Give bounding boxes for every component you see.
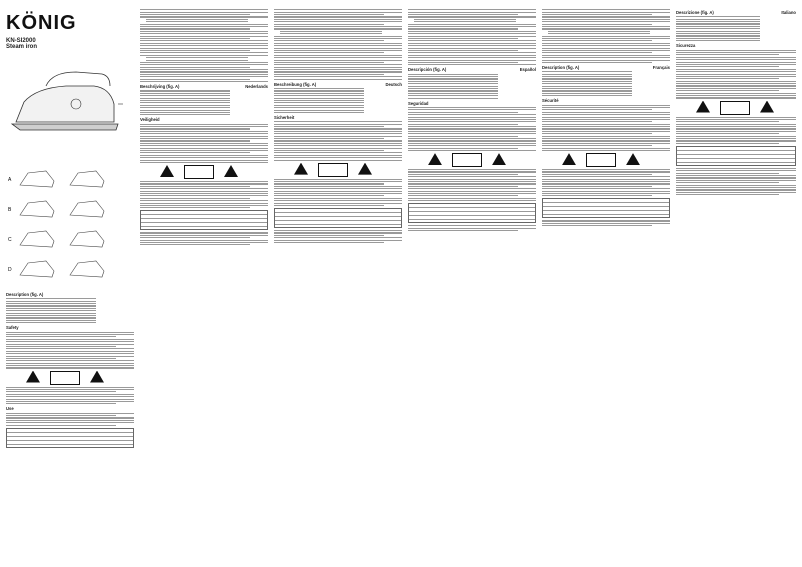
warning-symbols: [6, 371, 124, 385]
warning-symbols-it: [676, 101, 794, 115]
sicherheit-heading: Sicherheit: [274, 115, 295, 121]
figure-letter-b: B: [8, 207, 12, 213]
figure-letter-a: A: [8, 177, 12, 183]
beschrijving-title: Beschrijving (fig. A): [140, 84, 180, 90]
figure-letter-d: D: [8, 267, 12, 273]
use-heading: Use: [6, 406, 14, 412]
column-5: [542, 8, 670, 560]
model-number: KN-SI2000: [6, 38, 36, 44]
description-fr-heading: [542, 65, 670, 70]
temperature-table: [6, 428, 134, 448]
figure-letter-c: C: [8, 237, 12, 243]
warning-symbols-de: [274, 163, 392, 177]
seguridad-heading: Seguridad: [408, 100, 429, 106]
beschrijving-heading: [140, 84, 268, 89]
warning-symbols-nl: [140, 165, 258, 179]
veiligheid-heading: Veiligheid: [140, 117, 160, 123]
deutsch-label: Deutsch: [385, 81, 402, 87]
beschreibung-heading: [274, 82, 402, 87]
description-list: [6, 298, 134, 323]
descripcion-title: Descripción (fig. A): [408, 67, 447, 73]
temperature-table-de: [274, 208, 402, 228]
italiano-label: Italiano: [781, 10, 796, 15]
safety-heading: Safety: [6, 325, 19, 331]
warning-symbols-fr: [542, 153, 660, 167]
warning-symbols-es: [408, 153, 526, 167]
product-name: Steam iron: [6, 44, 38, 50]
column-4: [408, 8, 536, 560]
beschreibung-title: Beschreibung (fig. A): [274, 81, 317, 87]
brand-logo: KÖNIG: [6, 12, 77, 34]
temperature-table-es: [408, 203, 536, 223]
descrizione-title: Descrizione (fig. A): [676, 10, 714, 15]
description-heading-en: Description (fig. A): [6, 292, 44, 297]
temperature-table-fr: [542, 198, 670, 218]
securite-heading: Sécurité: [542, 98, 559, 104]
temperature-table-nl: [140, 210, 268, 230]
iron-illustration: [6, 64, 124, 144]
column-3: [274, 8, 402, 560]
description-fr-title: Description (fig. A): [542, 64, 580, 70]
column-2: [140, 8, 268, 560]
figure-panels: [6, 155, 124, 285]
francais-label: Français: [652, 64, 670, 70]
column-1: [6, 8, 134, 560]
safety-text: [6, 332, 134, 369]
column-6: [676, 8, 796, 560]
temperature-table-it: [676, 146, 796, 166]
sicurezza-heading: Sicurezza: [676, 43, 696, 49]
espanol-label: Español: [519, 67, 536, 73]
descrizione-heading: [676, 10, 796, 15]
descripcion-heading: [408, 67, 536, 72]
nederlands-label: Nederlands: [245, 84, 268, 90]
